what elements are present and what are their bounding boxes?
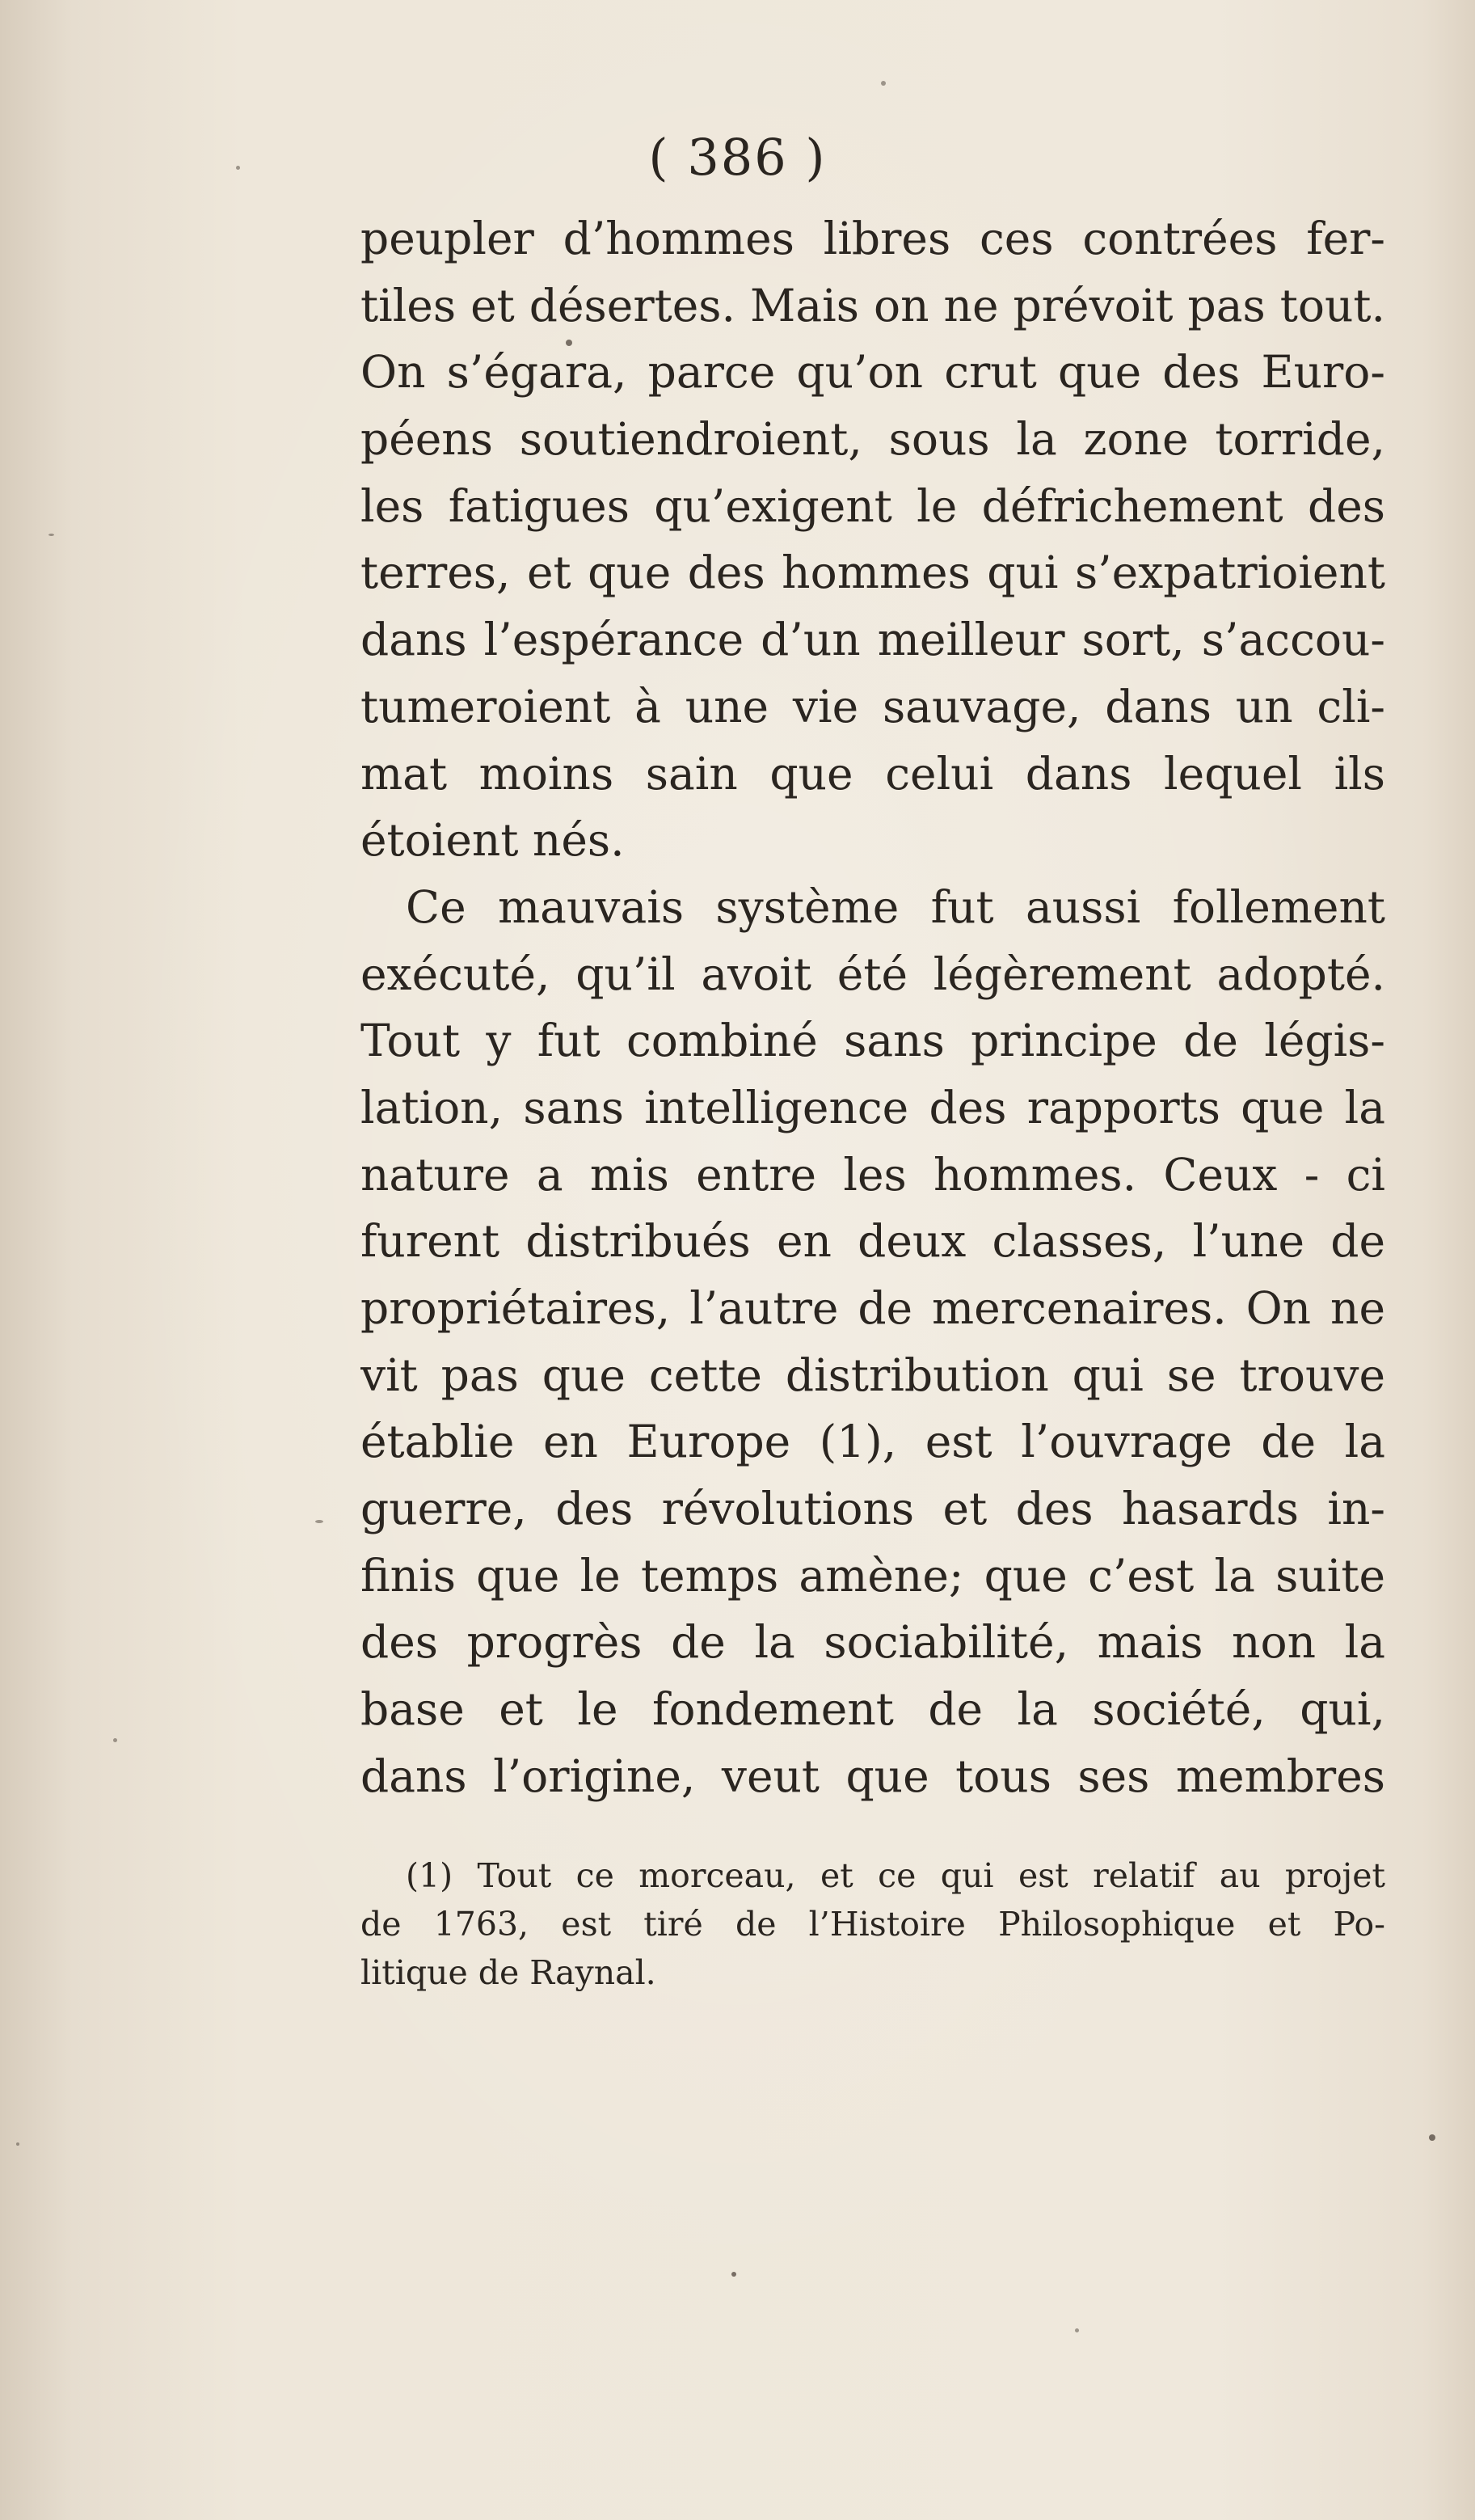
text-line: furent distribués en deux classes, l’une de (360, 1215, 1385, 1268)
paper-speck (731, 2272, 736, 2277)
paper-speck (1075, 2328, 1079, 2332)
text-line: étoient nés. (360, 814, 625, 867)
text-line: terres, et que des hommes qui s’expatrioient (360, 547, 1385, 599)
paper-speck (48, 534, 54, 536)
paper-speck (113, 1738, 117, 1742)
body-text (360, 205, 1385, 1810)
text-line: les fatigues qu’exigent le défrichement des (360, 479, 1385, 532)
paper-speck (315, 1520, 323, 1523)
text-line: établie en Europe (1), est l’ouvrage de la (360, 1416, 1385, 1468)
text-line: tiles et désertes. Mais on ne prévoit pas tout. (360, 279, 1385, 331)
text-line: Tout y fut combiné sans principe de légis- (360, 1015, 1385, 1067)
text-line: vit pas que cette distribution qui se trouve (360, 1349, 1385, 1401)
text-line: Ce mauvais système fut aussi follement (406, 880, 1385, 933)
text-line: peupler d’hommes libres ces contrées fer- (360, 213, 1385, 264)
text-line: dans l’espérance d’un meilleur sort, s’accou- (360, 614, 1385, 666)
text-line: péens soutiendroient, sous la zone torride, (360, 413, 1385, 466)
footnote-line: (1) Tout ce morceau, et ce qui est relatif au projet (406, 1856, 1385, 1895)
text-line: exécuté, qu’il avoit été légèrement adopté. (360, 948, 1385, 1000)
text-line: nature a mis entre les hommes. Ceux - ci (360, 1148, 1385, 1201)
footnote (360, 1851, 1385, 1997)
text-line: tumeroient à une vie sauvage, dans un cli- (360, 680, 1385, 732)
text-line: mat moins sain que celui dans lequel ils (360, 747, 1385, 800)
paper-speck (1429, 2134, 1435, 2141)
text-line: lation, sans intelligence des rapports que la (360, 1081, 1385, 1133)
text-line: finis que le temps amène; que c’est la suite (360, 1549, 1385, 1602)
text-line: base et le fondement de la société, qui, (360, 1683, 1385, 1736)
paper-speck (881, 81, 886, 86)
text-line: guerre, des révolutions et des hasards in- (360, 1483, 1385, 1535)
page-number: ( 386 ) (648, 128, 827, 187)
text-line: des progrès de la sociabilité, mais non la (360, 1616, 1385, 1669)
text-line: dans l’origine, veut que tous ses membres (360, 1750, 1385, 1802)
text-line: On s’égara, parce qu’on crut que des Euro- (360, 346, 1385, 399)
paper-speck (16, 2142, 19, 2146)
footnote-line: de 1763, est tiré de l’Histoire Philosophique et Po- (360, 1905, 1385, 1944)
footnote-line: litique de Raynal. (360, 1953, 656, 1992)
text-line: propriétaires, l’autre de mercenaires. On ne (360, 1282, 1385, 1334)
